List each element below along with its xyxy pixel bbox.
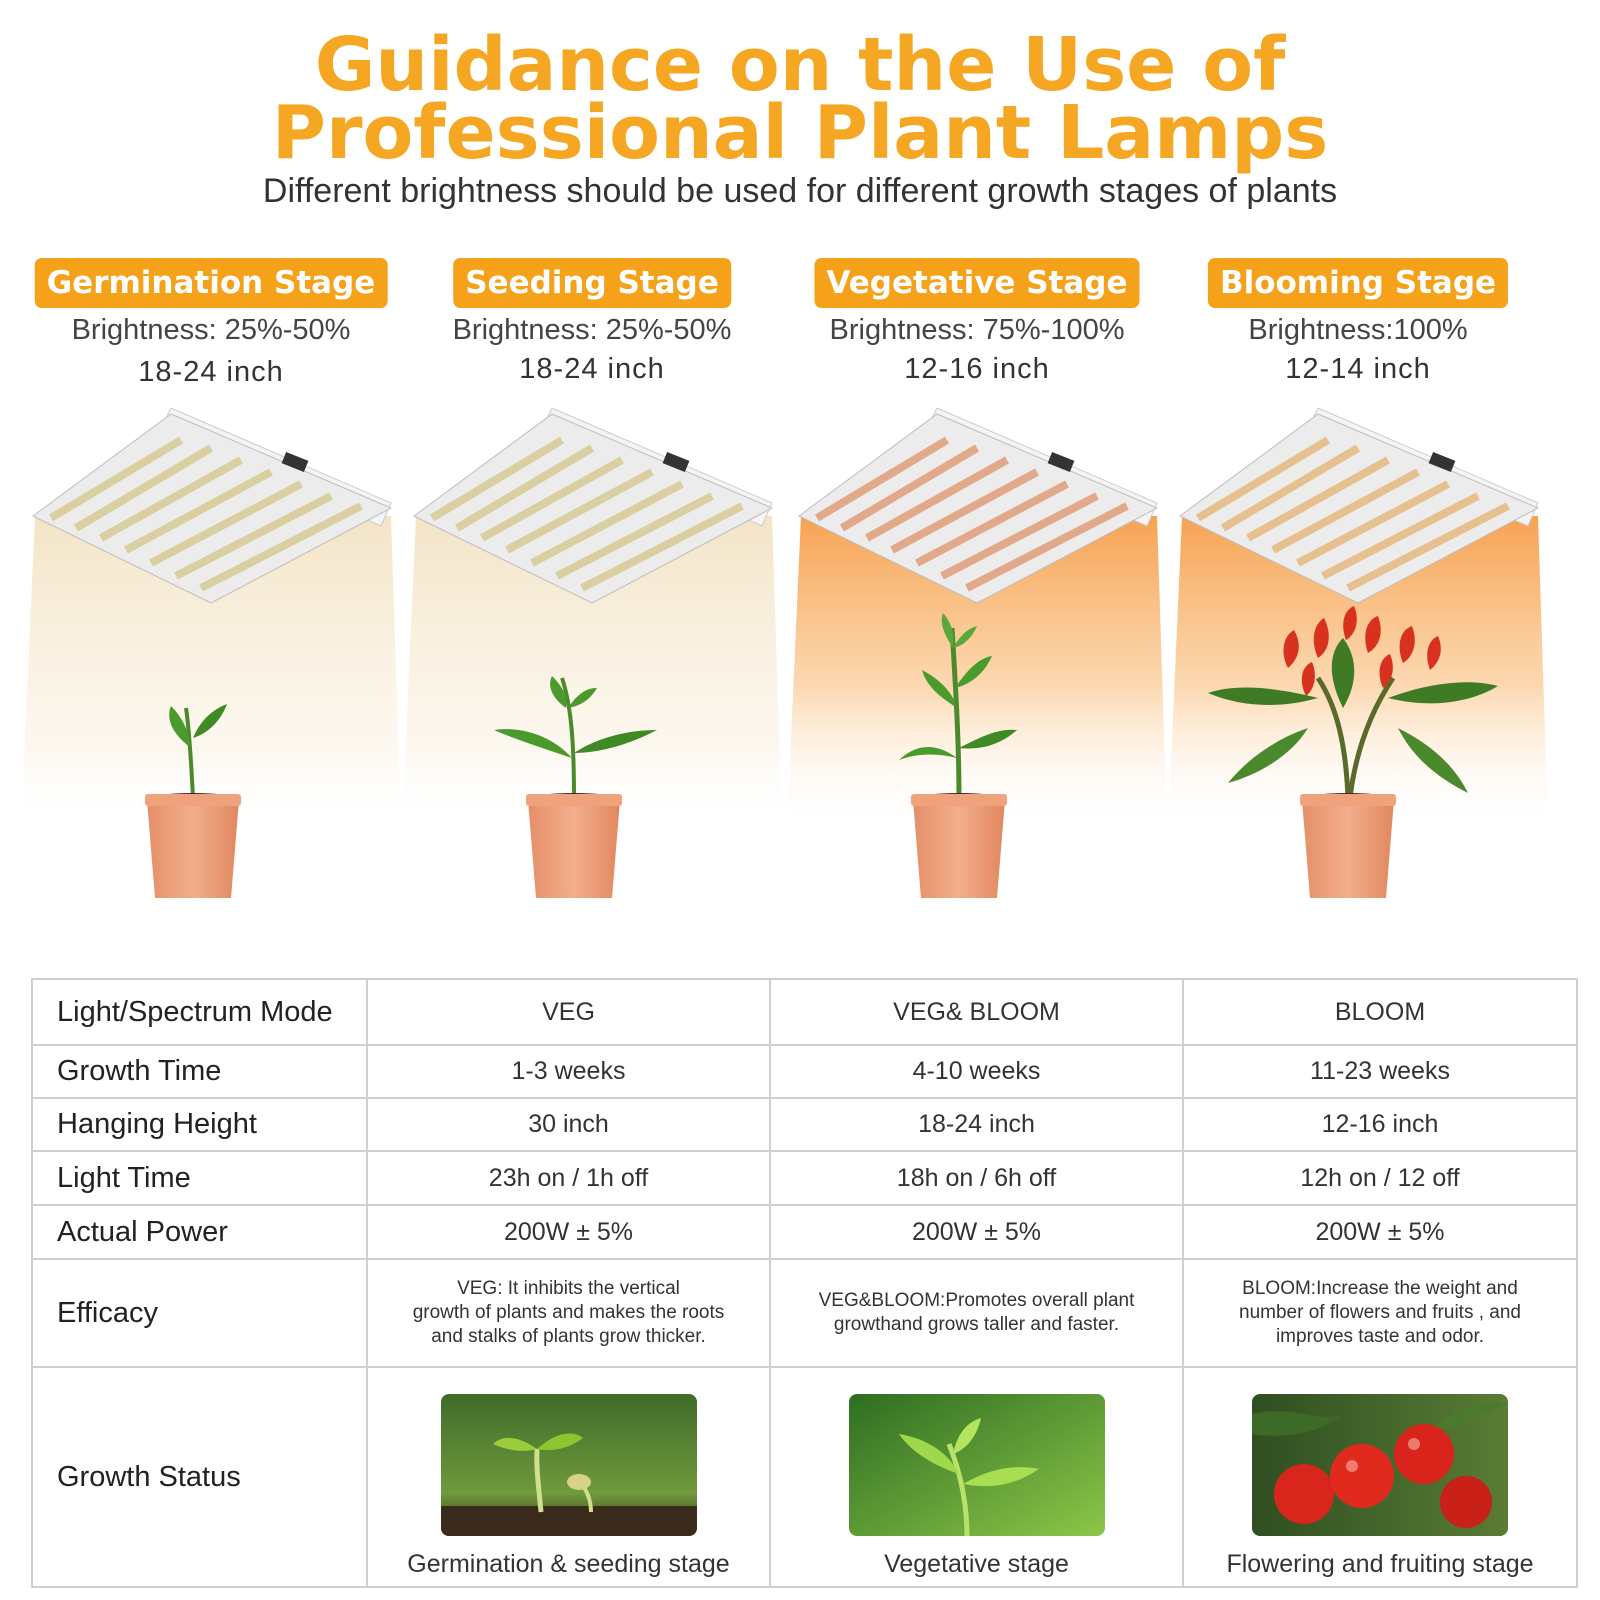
cell-value: BLOOM: [1183, 979, 1577, 1045]
stage-badge: Blooming Stage: [1208, 258, 1508, 308]
stage-distance: 12-14 inch: [1285, 353, 1431, 385]
growth-status-cell: [770, 1367, 1183, 1587]
tomato-photo: [1252, 1394, 1508, 1536]
cell-value: 1-3 weeks: [367, 1045, 770, 1098]
stage-seeding: [402, 258, 782, 918]
cell-value: 23h on / 1h off: [367, 1151, 770, 1205]
stage-distance: 18-24 inch: [519, 353, 665, 385]
cell-value: 12h on / 12 off: [1183, 1151, 1577, 1205]
table-row: [32, 1098, 1577, 1151]
efficacy-line: improves taste and odor.: [1275, 1326, 1485, 1347]
growth-status-caption: Germination & seeding stage: [407, 1549, 730, 1578]
efficacy-line: and stalks of plants grow thicker.: [431, 1326, 706, 1347]
cell-value: 30 inch: [367, 1098, 770, 1151]
stage-vegetative: [787, 258, 1167, 918]
growth-status-cell: [367, 1367, 770, 1587]
cell-value: 200W ± 5%: [1183, 1205, 1577, 1259]
spec-table: [31, 978, 1578, 1588]
table-row: [32, 1151, 1577, 1205]
stage-brightness: Brightness: 75%-100%: [829, 314, 1125, 346]
cell-value: 200W ± 5%: [770, 1205, 1183, 1259]
cell-value: VEG: [367, 979, 770, 1045]
efficacy-line: VEG&BLOOM:Promotes overall plant: [818, 1290, 1135, 1311]
row-label: Light/Spectrum Mode: [32, 979, 367, 1045]
row-label: Efficacy: [32, 1259, 367, 1367]
cell-value: VEG& BLOOM: [770, 979, 1183, 1045]
efficacy-cell: [1183, 1259, 1577, 1367]
row-label: Growth Time: [32, 1045, 367, 1098]
table-row-efficacy: [32, 1259, 1577, 1367]
stage-distance: 12-16 inch: [904, 353, 1050, 385]
table-row-growth-status: [32, 1367, 1577, 1587]
cell-value: 4-10 weeks: [770, 1045, 1183, 1098]
stage-badge: Vegetative Stage: [814, 258, 1139, 308]
grow-scene: [1168, 408, 1548, 928]
grow-scene: [21, 408, 401, 928]
grow-scene: [402, 408, 782, 928]
efficacy-line: BLOOM:Increase the weight and: [1242, 1278, 1518, 1299]
efficacy-cell: [367, 1259, 770, 1367]
growth-status-cell: [1183, 1367, 1577, 1587]
cell-value: 18-24 inch: [770, 1098, 1183, 1151]
stage-badge: Seeding Stage: [453, 258, 731, 308]
cell-value: 18h on / 6h off: [770, 1151, 1183, 1205]
table-row: [32, 979, 1577, 1045]
efficacy-cell: [770, 1259, 1183, 1367]
cell-value: 12-16 inch: [1183, 1098, 1577, 1151]
efficacy-line: number of flowers and fruits , and: [1239, 1302, 1521, 1323]
efficacy-line: VEG: It inhibits the vertical: [457, 1278, 680, 1299]
seedling-photo: [441, 1394, 697, 1536]
page-title-line-1: Guidance on the Use of: [314, 22, 1286, 108]
row-label: Light Time: [32, 1151, 367, 1205]
efficacy-line: growth of plants and makes the roots: [412, 1302, 725, 1323]
page-title-line-2: Professional Plant Lamps: [271, 90, 1329, 176]
stage-germination: [21, 258, 401, 918]
table-row: [32, 1045, 1577, 1098]
row-label: Growth Status: [32, 1367, 367, 1587]
row-label: Actual Power: [32, 1205, 367, 1259]
grow-scene: [787, 408, 1167, 928]
stage-blooming: [1168, 258, 1548, 918]
stage-distance: 18-24 inch: [138, 356, 284, 388]
cell-value: 200W ± 5%: [367, 1205, 770, 1259]
efficacy-line: growthand grows taller and faster.: [833, 1314, 1120, 1335]
stage-badge: Germination Stage: [35, 258, 388, 308]
table-row: [32, 1205, 1577, 1259]
growth-status-caption: Vegetative stage: [884, 1549, 1069, 1578]
stage-brightness: Brightness:100%: [1248, 314, 1468, 346]
page-subtitle: Different brightness should be used for different growth stages of plants: [262, 172, 1338, 210]
stage-brightness: Brightness: 25%-50%: [452, 314, 732, 346]
vegetative-photo: [849, 1394, 1105, 1536]
row-label: Hanging Height: [32, 1098, 367, 1151]
stage-brightness: Brightness: 25%-50%: [71, 314, 351, 346]
growth-status-caption: Flowering and fruiting stage: [1226, 1549, 1534, 1578]
cell-value: 11-23 weeks: [1183, 1045, 1577, 1098]
